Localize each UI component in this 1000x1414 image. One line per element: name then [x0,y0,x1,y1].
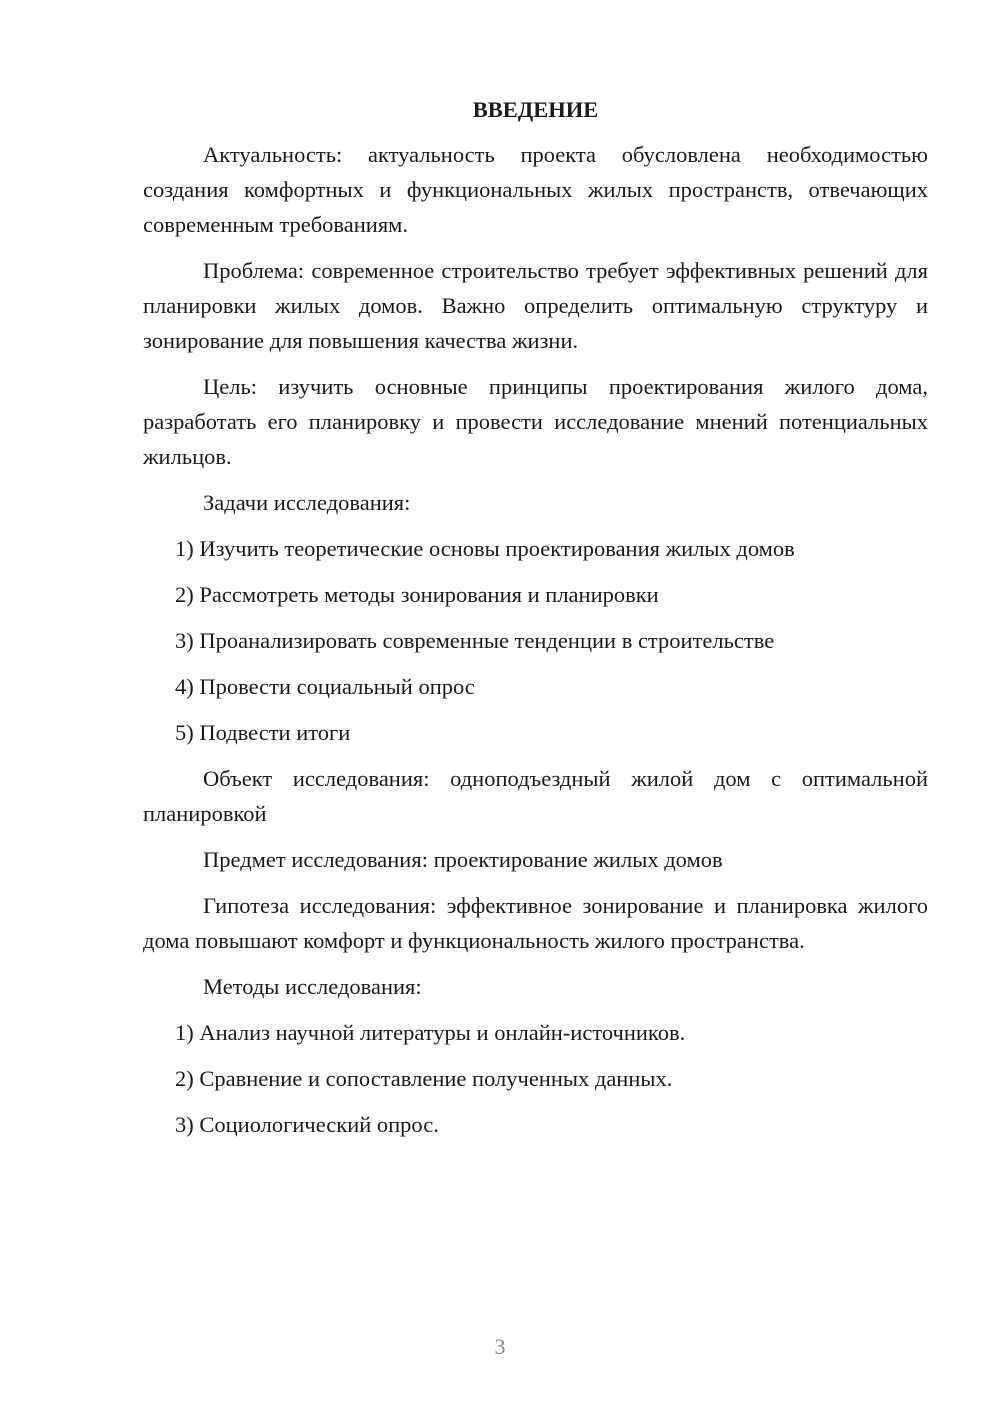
paragraph-problem: Проблема: современное строительство требует эффективных решений для планировки жилых домов. Важно определить оптимальную структуру и зонирование для повышения качества жизни. [143,258,928,353]
paragraph-tasks-heading: Задачи исследования: [203,490,411,515]
tasks-list [143,531,928,750]
page-title: ВВЕДЕНИЕ [472,97,599,122]
page-number: 3 [494,1334,506,1359]
methods-list [143,1015,928,1142]
paragraph-hypothesis: Гипотеза исследования: эффективное зонирование и планировка жилого дома повышают комфорт и функциональность жилого пространства. [143,893,928,953]
list-item: 3) Социологический опрос. [175,1112,439,1137]
paragraph-methods-heading: Методы исследования: [203,974,422,999]
list-item: 5) Подвести итоги [175,720,351,745]
list-item: 4) Провести социальный опрос [175,674,475,699]
list-item: 2) Сравнение и сопоставление полученных данных. [175,1066,673,1091]
paragraph-subject: Предмет исследования: проектирование жилых домов [203,847,723,872]
list-item: 1) Изучить теоретические основы проектирования жилых домов [175,536,795,561]
paragraph-object: Объект исследования: одноподъездный жилой дом с оптимальной планировкой [143,766,928,826]
list-item: 3) Проанализировать современные тенденции в строительстве [175,628,775,653]
list-item: 1) Анализ научной литературы и онлайн-источников. [175,1020,686,1045]
list-item: 2) Рассмотреть методы зонирования и планировки [175,582,659,607]
paragraph-goal: Цель: изучить основные принципы проектирования жилого дома, разработать его планировку и провести исследование мнений потенциальных жильцов. [143,374,928,469]
paragraph-relevance: Актуальность: актуальность проекта обусловлена необходимостью создания комфортных и функциональных жилых пространств, отвечающих современным требованиям. [143,142,928,237]
page-content [143,92,928,1153]
